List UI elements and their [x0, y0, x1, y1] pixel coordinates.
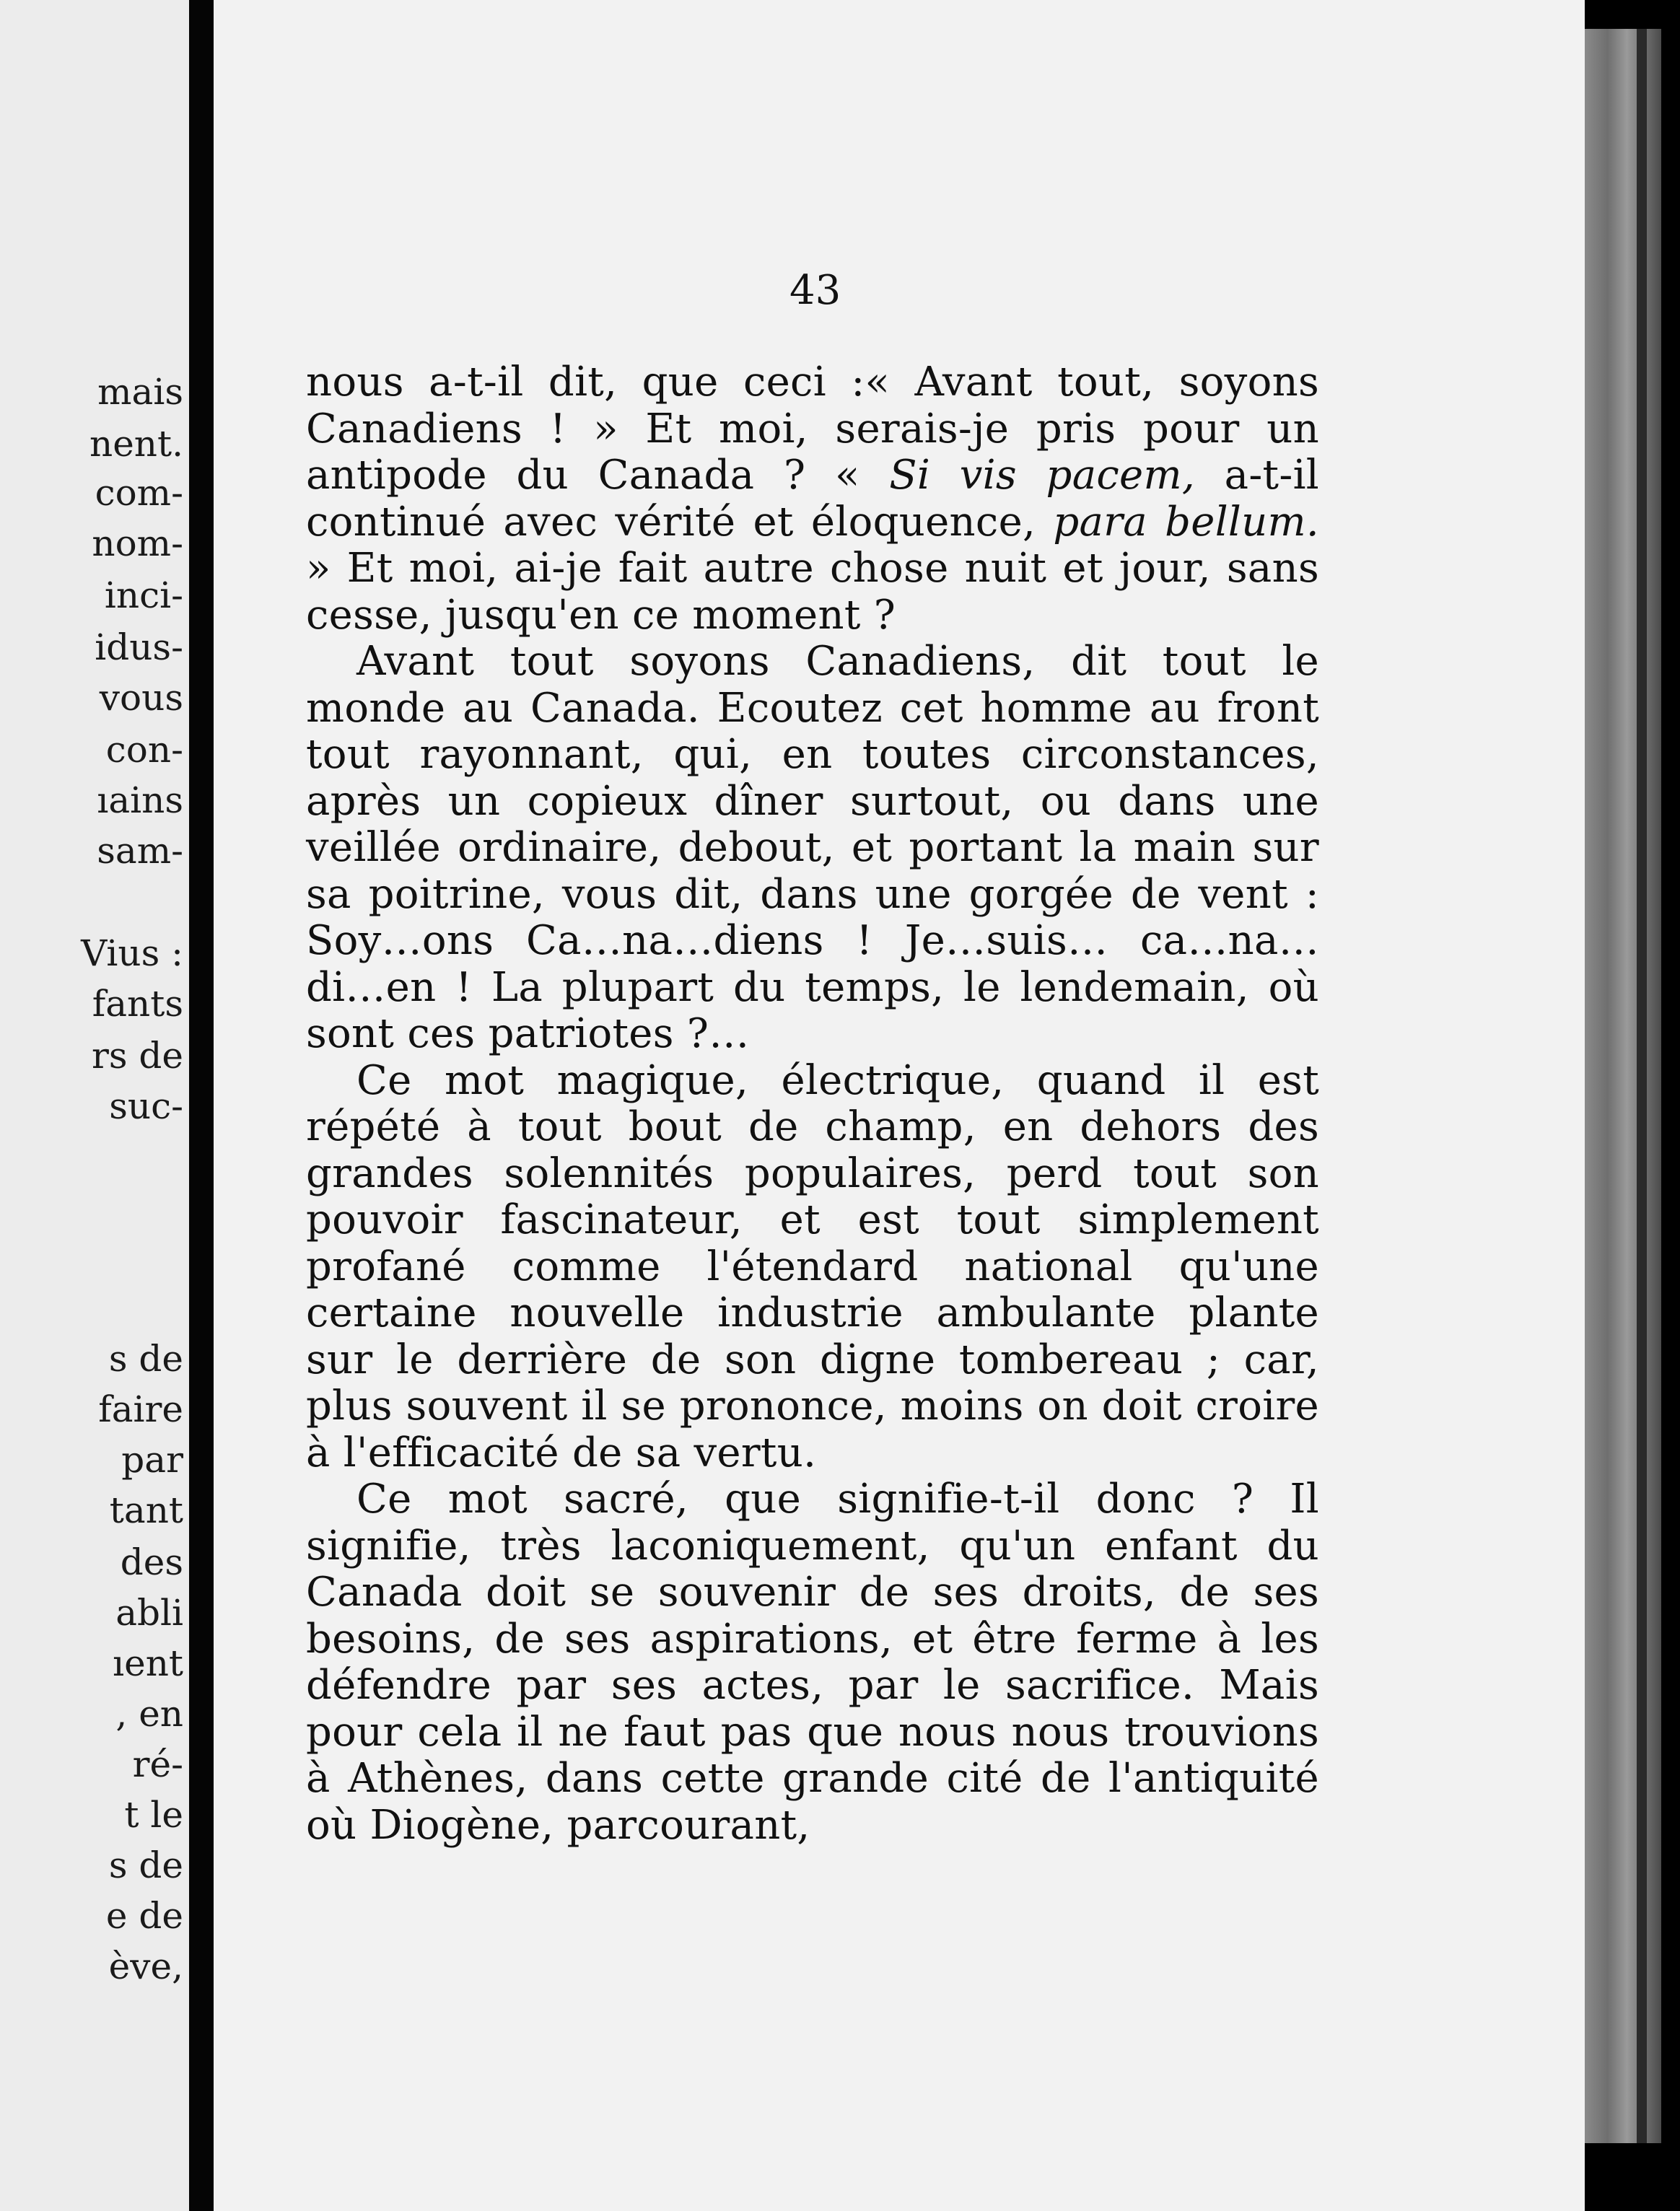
body-paragraph — [306, 1476, 1319, 1849]
left-page-line: ıains — [97, 779, 183, 821]
left-page-fragment — [0, 0, 193, 2211]
left-page-line: nom- — [92, 522, 183, 564]
italic-phrase: para bellum. — [1053, 498, 1319, 546]
body-paragraph — [306, 1058, 1319, 1477]
left-page-line: mais — [97, 371, 183, 413]
page-body-text — [306, 359, 1319, 1849]
left-page-line: abli — [115, 1592, 183, 1634]
text-segment: nous a-t-il dit, que ceci :« Avant tout, soyons Canadiens ! » Et moi, serais-je pris pour un antipode du Canada ? « — [306, 359, 1319, 499]
page-edge-shadow — [1637, 29, 1647, 2143]
body-paragraph — [306, 359, 1319, 639]
left-page-line: suc- — [109, 1085, 183, 1127]
left-page-line: tant — [109, 1489, 183, 1531]
left-page-line: vous — [99, 677, 183, 719]
left-page-line: par — [121, 1439, 183, 1481]
left-page-line: ré- — [132, 1743, 183, 1785]
left-page-line: s de — [108, 1338, 183, 1380]
body-paragraph — [306, 639, 1319, 1058]
page-edge-stack — [1585, 29, 1661, 2143]
left-page-line: com- — [95, 472, 183, 514]
left-page-line: con- — [105, 729, 183, 771]
left-page-line: s de — [108, 1844, 183, 1886]
text-segment: Ce mot magique, électrique, quand il est répété à tout bout de champ, en dehors des grandes solennités populaires, perd tout son pouvoir fascinateur, et est tout simplement profané comme l'étendard national qu'une certaine nouvelle industrie ambulante plante sur le derrière de son digne tombereau ; car, plus souvent il se prononce, moins on doit croire à l'efficacité de sa vertu. — [306, 1056, 1319, 1476]
left-page-line: fants — [92, 983, 183, 1025]
italic-phrase: Si vis pacem, — [889, 452, 1195, 499]
left-page-line: idus- — [95, 626, 183, 668]
left-page-line: rs de — [91, 1035, 183, 1077]
page-number: 43 — [789, 267, 841, 314]
text-segment: Ce mot sacré, que signifie-t-il donc ? Il signifie, très laconiquement, qu'un enfant du Canada doit se souvenir de ses droits, de ses besoins, de ses aspirations, et être ferme à les défendre par ses actes, par le sacrifice. Mais pour cela il ne faut pas que nous nous trouvions à Athènes, dans cette grande cité de l'antiquité où Diogène, parcourant, — [306, 1476, 1319, 1849]
left-page-line: , en — [115, 1693, 183, 1735]
left-page-line: des — [120, 1541, 183, 1583]
left-page-line: t le — [124, 1794, 183, 1836]
left-page-line: Vius : — [81, 932, 183, 974]
book-gutter — [189, 0, 214, 2211]
text-segment: » Et moi, ai-je fait autre chose nuit et jour, sans cesse, jusqu'en ce moment ? — [306, 545, 1319, 639]
left-page-line: inci- — [104, 574, 183, 616]
left-page-line: ève, — [108, 1945, 183, 1987]
left-page-line: nent. — [89, 423, 183, 465]
left-page-line: ıent — [113, 1642, 183, 1684]
text-segment: Avant tout soyons Canadiens, dit tout le monde au Canada. Ecoutez cet homme au front tout rayonnant, qui, en toutes circonstances, après un copieux dîner surtout, ou dans une veillée ordinaire, debout, et portant la main sur sa poitrine, vous dit, dans une gorgée de vent : Soy…ons Ca…na…diens ! Je…suis… ca…na…di…en ! La plupart du temps, le lendemain, où sont ces patriotes ?… — [306, 638, 1319, 1057]
text-segment: a-t-il continué avec vérité et éloquence, — [306, 452, 1319, 546]
left-page-line: faire — [98, 1388, 183, 1430]
left-page-line: e de — [105, 1895, 183, 1937]
left-page-line: sam- — [97, 830, 183, 872]
